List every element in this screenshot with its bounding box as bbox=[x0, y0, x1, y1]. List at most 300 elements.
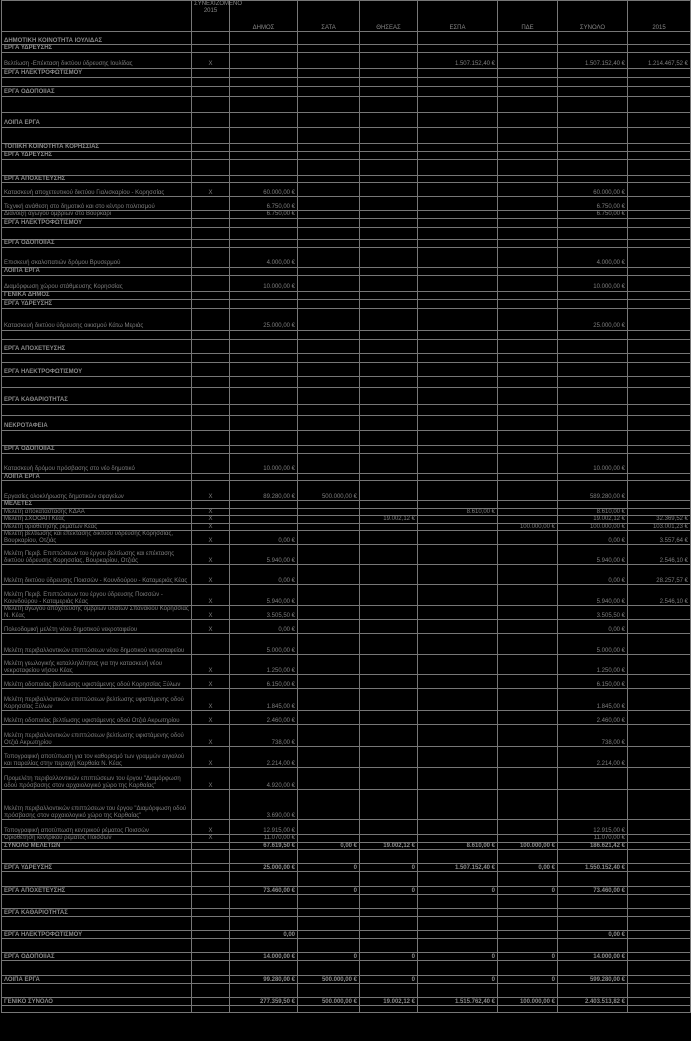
value-cell bbox=[298, 606, 360, 620]
total-row bbox=[2, 931, 691, 939]
value-cell bbox=[360, 143, 418, 151]
value-cell bbox=[230, 850, 298, 864]
section-row bbox=[2, 239, 691, 247]
row-label-cell bbox=[2, 376, 192, 387]
value-cell bbox=[230, 939, 298, 953]
value-cell: 19.002,12 € bbox=[558, 516, 628, 524]
value-cell: 8.610,00 € bbox=[558, 508, 628, 516]
value-cell: 1.550.152,40 € bbox=[558, 864, 628, 872]
value-cell bbox=[298, 112, 360, 127]
table-row bbox=[2, 52, 691, 68]
value-cell bbox=[230, 291, 298, 299]
value-cell bbox=[628, 387, 691, 404]
value-cell: X bbox=[192, 675, 230, 689]
value-cell bbox=[418, 183, 498, 197]
value-cell bbox=[230, 387, 298, 404]
value-cell: 0,00 bbox=[230, 931, 298, 939]
value-cell: X bbox=[192, 620, 230, 634]
value-cell: X bbox=[192, 655, 230, 675]
value-cell bbox=[192, 445, 230, 453]
table-row bbox=[2, 1006, 691, 1013]
value-cell bbox=[360, 747, 418, 768]
value-cell bbox=[498, 68, 558, 77]
value-cell: 2.460,00 € bbox=[558, 711, 628, 725]
table-row bbox=[2, 634, 691, 655]
row-label-cell: ΕΡΓΑ ΑΠΟΧΕΤΕΥΣΗΣ bbox=[2, 887, 192, 895]
value-cell: X bbox=[192, 183, 230, 197]
value-cell: 10.000,00 € bbox=[558, 453, 628, 473]
table-row bbox=[2, 531, 691, 545]
value-cell bbox=[498, 127, 558, 143]
value-cell bbox=[192, 961, 230, 976]
value-cell bbox=[230, 45, 298, 53]
value-cell: 0 bbox=[360, 887, 418, 895]
section-row bbox=[2, 32, 691, 45]
value-cell: 1.845,00 € bbox=[230, 689, 298, 711]
value-cell bbox=[360, 523, 418, 531]
value-cell: 8.610,00 € bbox=[418, 842, 498, 850]
value-cell bbox=[230, 299, 298, 308]
value-cell bbox=[298, 218, 360, 227]
row-label-cell: ΔΗΜΟΤΙΚΗ ΚΟΙΝΟΤΗΤΑ ΙΟΥΛΙΔΑΣ bbox=[2, 32, 192, 45]
table-row bbox=[2, 159, 691, 175]
value-cell bbox=[418, 675, 498, 689]
table-row bbox=[2, 620, 691, 634]
value-cell bbox=[192, 404, 230, 415]
value-cell: X bbox=[192, 508, 230, 516]
value-cell bbox=[192, 415, 230, 430]
value-cell bbox=[192, 197, 230, 211]
value-cell bbox=[360, 308, 418, 330]
value-cell bbox=[192, 453, 230, 473]
row-label-cell bbox=[2, 1006, 192, 1013]
row-label-cell: Οριοθέτηση κεντρικού ρέματος Ποισσών bbox=[2, 835, 192, 843]
value-cell bbox=[192, 112, 230, 127]
row-label-cell: ΕΡΓΑ ΟΔΟΠΟΙΙΑΣ bbox=[2, 86, 192, 96]
row-label-cell bbox=[2, 330, 192, 339]
value-cell: 0 bbox=[418, 976, 498, 984]
table-row bbox=[2, 183, 691, 197]
value-cell: X bbox=[192, 711, 230, 725]
value-cell bbox=[298, 516, 360, 524]
value-cell bbox=[418, 747, 498, 768]
value-cell bbox=[418, 175, 498, 183]
value-cell bbox=[298, 151, 360, 159]
value-cell bbox=[558, 330, 628, 339]
value-cell: 5.940,00 € bbox=[558, 585, 628, 606]
value-cell bbox=[498, 86, 558, 96]
value-cell bbox=[418, 768, 498, 790]
value-cell bbox=[628, 835, 691, 843]
value-cell: 2.546,10 € bbox=[628, 585, 691, 606]
value-cell bbox=[418, 218, 498, 227]
value-cell bbox=[418, 984, 498, 998]
table-row bbox=[2, 516, 691, 524]
value-cell bbox=[498, 430, 558, 445]
section-row bbox=[2, 151, 691, 159]
value-cell bbox=[360, 850, 418, 864]
value-cell bbox=[498, 247, 558, 267]
table-row bbox=[2, 655, 691, 675]
value-cell bbox=[360, 197, 418, 211]
value-cell bbox=[298, 430, 360, 445]
row-label-cell bbox=[2, 127, 192, 143]
value-cell bbox=[628, 872, 691, 887]
value-cell bbox=[628, 96, 691, 112]
value-cell: 0 bbox=[360, 976, 418, 984]
section-row bbox=[2, 339, 691, 353]
value-cell bbox=[498, 565, 558, 585]
value-cell: 0 bbox=[360, 953, 418, 961]
value-cell bbox=[628, 86, 691, 96]
value-cell bbox=[498, 747, 558, 768]
value-cell: 0,00 € bbox=[298, 842, 360, 850]
row-label-cell bbox=[2, 96, 192, 112]
table-row bbox=[2, 939, 691, 953]
value-cell: 500.000,00 € bbox=[298, 976, 360, 984]
value-cell: 738,00 € bbox=[558, 725, 628, 747]
value-cell bbox=[628, 430, 691, 445]
value-cell bbox=[192, 32, 230, 45]
value-cell bbox=[230, 872, 298, 887]
value-cell bbox=[360, 790, 418, 820]
value-cell bbox=[230, 1006, 298, 1013]
table-row bbox=[2, 725, 691, 747]
value-cell bbox=[498, 481, 558, 501]
value-cell: 0,00 € bbox=[558, 565, 628, 585]
value-cell bbox=[418, 159, 498, 175]
table-row bbox=[2, 247, 691, 267]
value-cell bbox=[628, 864, 691, 872]
value-cell bbox=[498, 387, 558, 404]
value-cell: 0,00 € bbox=[558, 620, 628, 634]
value-cell: 3.690,00 € bbox=[230, 790, 298, 820]
value-cell bbox=[418, 473, 498, 481]
row-label-cell: Κατασκευή αποχετευτικού δικτύου Γιαλισκαρίου - Κορησσίας bbox=[2, 183, 192, 197]
value-cell bbox=[498, 112, 558, 127]
value-cell bbox=[628, 931, 691, 939]
value-cell bbox=[418, 127, 498, 143]
value-cell: 25.000,00 € bbox=[558, 308, 628, 330]
value-cell bbox=[498, 267, 558, 275]
value-cell bbox=[360, 45, 418, 53]
value-cell: 2.214,00 € bbox=[558, 747, 628, 768]
row-label-cell: Μελέτη γεωλογικής καταλληλότητας για την κατασκευή νέου νεκροταφείου νήσου Κέας bbox=[2, 655, 192, 675]
value-cell bbox=[360, 984, 418, 998]
value-cell: 12.915,00 € bbox=[230, 820, 298, 835]
section-row bbox=[2, 473, 691, 481]
value-cell bbox=[230, 330, 298, 339]
value-cell bbox=[230, 508, 298, 516]
value-cell bbox=[628, 376, 691, 387]
value-cell bbox=[192, 953, 230, 961]
value-cell bbox=[192, 175, 230, 183]
value-cell: 6.150,00 € bbox=[230, 675, 298, 689]
table-row bbox=[2, 585, 691, 606]
value-cell bbox=[628, 151, 691, 159]
value-cell bbox=[418, 790, 498, 820]
value-cell bbox=[558, 353, 628, 362]
value-cell: X bbox=[192, 545, 230, 565]
value-cell: 8.610,00 € bbox=[418, 508, 498, 516]
value-cell bbox=[628, 768, 691, 790]
value-cell: 10.000,00 € bbox=[230, 275, 298, 291]
value-cell: 1.507.152,40 € bbox=[418, 864, 498, 872]
value-cell bbox=[498, 675, 558, 689]
table-row bbox=[2, 917, 691, 931]
row-label-cell: Μελέτη βελτίωσης και επέκτασης δικτύου ύδρευσης Κορησσίας, Βουρκαρίου, Οτζιάς bbox=[2, 531, 192, 545]
value-cell bbox=[418, 606, 498, 620]
section-row bbox=[2, 143, 691, 151]
row-label-cell: Τεχνική ανάθεση στο δημοτικό και στο κέντρο πολιτισμού bbox=[2, 197, 192, 211]
value-cell: 1.250,00 € bbox=[558, 655, 628, 675]
value-cell: X bbox=[192, 523, 230, 531]
value-cell bbox=[628, 909, 691, 917]
value-cell bbox=[360, 725, 418, 747]
row-label-cell: Βελτίωση -Επέκταση δικτύου ύδρευσης Ιουλίδας bbox=[2, 52, 192, 68]
row-label-cell: ΛΟΙΠΑ ΕΡΓΑ bbox=[2, 473, 192, 481]
value-cell bbox=[192, 211, 230, 219]
value-cell bbox=[298, 415, 360, 430]
table-row bbox=[2, 820, 691, 835]
row-label-cell: ΕΡΓΑ ΟΔΟΠΟΙΙΑΣ bbox=[2, 953, 192, 961]
total-row bbox=[2, 887, 691, 895]
value-cell: 73.460,00 € bbox=[230, 887, 298, 895]
value-cell: 2.403.513,82 € bbox=[558, 998, 628, 1006]
value-cell bbox=[360, 299, 418, 308]
value-cell bbox=[230, 77, 298, 86]
row-label-cell bbox=[2, 872, 192, 887]
value-cell bbox=[418, 86, 498, 96]
value-cell bbox=[418, 516, 498, 524]
row-label-cell bbox=[2, 961, 192, 976]
value-cell bbox=[418, 77, 498, 86]
value-cell bbox=[192, 96, 230, 112]
section-row bbox=[2, 445, 691, 453]
value-cell bbox=[360, 175, 418, 183]
value-cell bbox=[418, 68, 498, 77]
value-cell bbox=[418, 545, 498, 565]
value-cell bbox=[298, 362, 360, 376]
value-cell bbox=[298, 984, 360, 998]
value-cell bbox=[628, 218, 691, 227]
value-cell bbox=[628, 453, 691, 473]
value-cell bbox=[558, 239, 628, 247]
row-label-cell bbox=[2, 850, 192, 864]
value-cell bbox=[192, 895, 230, 909]
table-row bbox=[2, 353, 691, 362]
row-label-cell: Μελέτη οριοθέτησης ρεμάτων Κέας bbox=[2, 523, 192, 531]
value-cell bbox=[360, 872, 418, 887]
table-row bbox=[2, 481, 691, 501]
value-cell bbox=[360, 565, 418, 585]
value-cell: X bbox=[192, 565, 230, 585]
value-cell bbox=[230, 159, 298, 175]
value-cell bbox=[298, 159, 360, 175]
value-cell bbox=[418, 725, 498, 747]
table-row bbox=[2, 96, 691, 112]
value-cell bbox=[418, 523, 498, 531]
value-cell bbox=[558, 939, 628, 953]
value-cell bbox=[558, 445, 628, 453]
value-cell bbox=[628, 227, 691, 239]
value-cell bbox=[498, 175, 558, 183]
value-cell: 99.280,00 € bbox=[230, 976, 298, 984]
value-cell bbox=[558, 909, 628, 917]
value-cell bbox=[558, 473, 628, 481]
value-cell bbox=[192, 1006, 230, 1013]
value-cell: 589.280,00 € bbox=[558, 481, 628, 501]
value-cell: 10.000,00 € bbox=[558, 275, 628, 291]
value-cell bbox=[192, 387, 230, 404]
value-cell: 1.515.762,40 € bbox=[418, 998, 498, 1006]
value-cell bbox=[360, 620, 418, 634]
header-cell: ΣΥΝΕΧΙΖΟΜΕΝΟ 2015 bbox=[192, 1, 230, 32]
value-cell bbox=[360, 961, 418, 976]
table-row bbox=[2, 211, 691, 219]
table-row bbox=[2, 790, 691, 820]
value-cell bbox=[498, 545, 558, 565]
value-cell bbox=[418, 939, 498, 953]
value-cell bbox=[230, 86, 298, 96]
value-cell bbox=[298, 872, 360, 887]
value-cell bbox=[558, 151, 628, 159]
value-cell bbox=[360, 606, 418, 620]
value-cell bbox=[418, 404, 498, 415]
section-row bbox=[2, 267, 691, 275]
header-cell: ΔΗΜΟΣ bbox=[230, 1, 298, 32]
value-cell bbox=[298, 768, 360, 790]
value-cell bbox=[498, 96, 558, 112]
value-cell bbox=[498, 725, 558, 747]
value-cell bbox=[298, 931, 360, 939]
value-cell bbox=[360, 768, 418, 790]
value-cell bbox=[298, 275, 360, 291]
value-cell bbox=[192, 501, 230, 509]
value-cell bbox=[498, 909, 558, 917]
row-label-cell: Μελέτη αποκατάστασης ΚΔΑΑ bbox=[2, 508, 192, 516]
value-cell bbox=[360, 86, 418, 96]
table-row bbox=[2, 689, 691, 711]
value-cell bbox=[298, 655, 360, 675]
value-cell bbox=[498, 227, 558, 239]
value-cell bbox=[360, 96, 418, 112]
row-label-cell bbox=[2, 404, 192, 415]
table-row bbox=[2, 835, 691, 843]
value-cell bbox=[628, 362, 691, 376]
value-cell bbox=[360, 291, 418, 299]
value-cell bbox=[558, 376, 628, 387]
value-cell bbox=[230, 362, 298, 376]
value-cell bbox=[418, 387, 498, 404]
value-cell bbox=[558, 127, 628, 143]
value-cell bbox=[498, 32, 558, 45]
value-cell bbox=[558, 339, 628, 353]
value-cell bbox=[298, 453, 360, 473]
row-label-cell: Μελέτη οδοποιίας βελτίωσης υφιστάμενης οδού Κορησσίας Ξύλων bbox=[2, 675, 192, 689]
value-cell bbox=[418, 211, 498, 219]
value-cell bbox=[360, 939, 418, 953]
value-cell bbox=[628, 850, 691, 864]
row-label-cell: Μελέτη περιβαλλοντικών επιπτώσεων βελτίωσης υφιστάμενης οδού Κορησσίας Ξύλων bbox=[2, 689, 192, 711]
value-cell: 1.845,00 € bbox=[558, 689, 628, 711]
value-cell bbox=[418, 96, 498, 112]
value-cell: 0,00 € bbox=[498, 864, 558, 872]
value-cell bbox=[360, 895, 418, 909]
value-cell bbox=[418, 689, 498, 711]
section-row bbox=[2, 501, 691, 509]
value-cell bbox=[360, 835, 418, 843]
total-row bbox=[2, 842, 691, 850]
value-cell bbox=[360, 473, 418, 481]
value-cell bbox=[558, 917, 628, 931]
value-cell bbox=[192, 850, 230, 864]
value-cell bbox=[298, 565, 360, 585]
value-cell bbox=[192, 86, 230, 96]
value-cell bbox=[360, 711, 418, 725]
section-row bbox=[2, 387, 691, 404]
value-cell bbox=[360, 634, 418, 655]
section-row bbox=[2, 175, 691, 183]
value-cell: 25.000,00 € bbox=[230, 308, 298, 330]
value-cell bbox=[418, 32, 498, 45]
value-cell bbox=[298, 376, 360, 387]
value-cell bbox=[558, 291, 628, 299]
value-cell: X bbox=[192, 768, 230, 790]
value-cell bbox=[360, 68, 418, 77]
value-cell bbox=[192, 887, 230, 895]
value-cell bbox=[418, 634, 498, 655]
value-cell: 1.507.152,40 € bbox=[418, 52, 498, 68]
value-cell: X bbox=[192, 606, 230, 620]
value-cell: X bbox=[192, 689, 230, 711]
value-cell: 10.000,00 € bbox=[230, 453, 298, 473]
row-label-cell: Κατασκευή δρόμου πρόσβασης στο νέο δημοτικό bbox=[2, 453, 192, 473]
section-row bbox=[2, 362, 691, 376]
value-cell bbox=[558, 227, 628, 239]
section-row bbox=[2, 68, 691, 77]
value-cell bbox=[298, 473, 360, 481]
row-label-cell: Μελέτη δικτύου ύδρευσης Ποισσών - Κουνδούρου - Καταμεριάς Κέας bbox=[2, 565, 192, 585]
value-cell bbox=[418, 895, 498, 909]
row-label-cell: ΕΡΓΑ ΗΛΕΚΤΡΟΦΩΤΙΣΜΟΥ bbox=[2, 218, 192, 227]
value-cell bbox=[360, 247, 418, 267]
value-cell bbox=[558, 96, 628, 112]
row-label-cell: ΕΡΓΑ ΟΔΟΠΟΙΙΑΣ bbox=[2, 239, 192, 247]
value-cell bbox=[628, 790, 691, 820]
value-cell bbox=[498, 961, 558, 976]
value-cell bbox=[360, 267, 418, 275]
value-cell bbox=[230, 430, 298, 445]
value-cell bbox=[230, 143, 298, 151]
value-cell bbox=[628, 239, 691, 247]
row-label-cell: ΛΟΙΠΑ ΕΡΓΑ bbox=[2, 267, 192, 275]
value-cell bbox=[628, 634, 691, 655]
row-label-cell: ΕΡΓΑ ΚΑΘΑΡΙΟΤΗΤΑΣ bbox=[2, 909, 192, 917]
value-cell bbox=[230, 501, 298, 509]
table-row bbox=[2, 895, 691, 909]
value-cell bbox=[360, 501, 418, 509]
header-cell: ΠΔΕ bbox=[498, 1, 558, 32]
row-label-cell: ΕΡΓΑ ΚΑΘΑΡΙΟΤΗΤΑΣ bbox=[2, 387, 192, 404]
value-cell bbox=[628, 32, 691, 45]
value-cell bbox=[192, 239, 230, 247]
value-cell: X bbox=[192, 585, 230, 606]
value-cell bbox=[298, 725, 360, 747]
budget-table bbox=[1, 0, 691, 1013]
value-cell: 599.280,00 € bbox=[558, 976, 628, 984]
value-cell bbox=[230, 909, 298, 917]
